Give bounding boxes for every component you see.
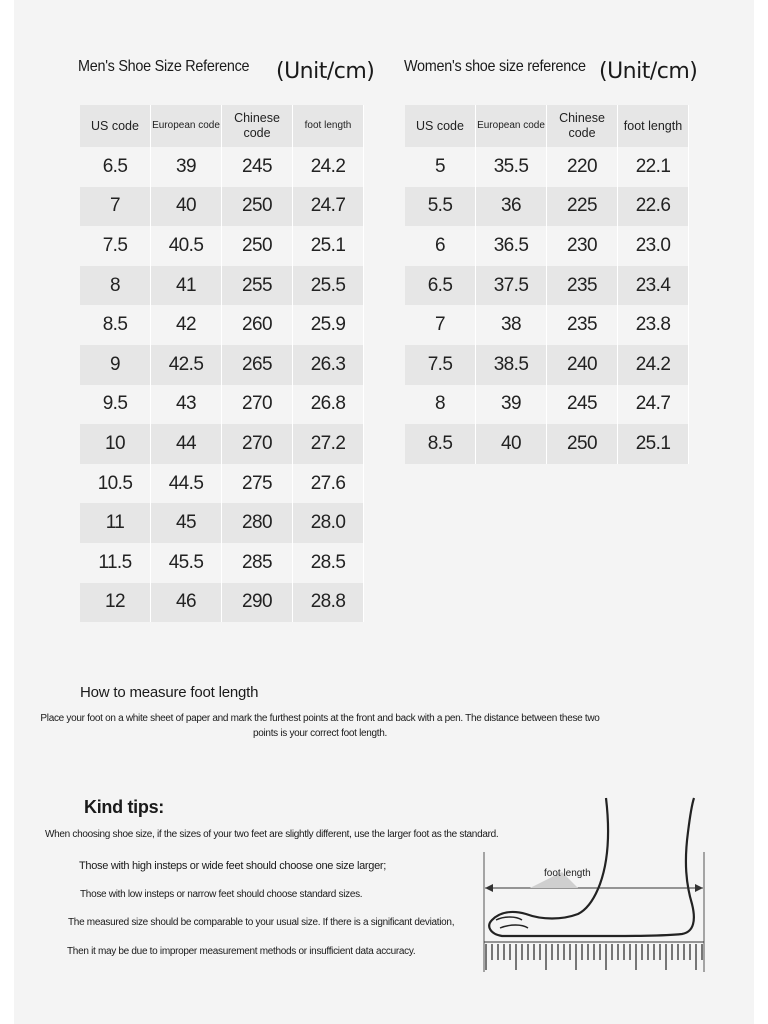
foot-length-cell: 25.9	[293, 305, 364, 345]
foot-length-cell: 25.5	[293, 266, 364, 306]
european-code-cell: 40	[151, 187, 222, 227]
foot-length-cell: 28.0	[293, 503, 364, 543]
european-code-cell: 45.5	[151, 543, 222, 583]
women-unit-label: (Unit/cm)	[599, 59, 698, 84]
table-row	[405, 424, 689, 464]
chinese-code-cell: 280	[222, 503, 293, 543]
european-code-cell: 42	[151, 305, 222, 345]
chinese-code-cell: 240	[547, 345, 618, 385]
chinese-code-cell: 250	[222, 226, 293, 266]
chinese-code-cell: 230	[547, 226, 618, 266]
chinese-code-cell: 245	[547, 385, 618, 425]
foot-length-cell: 23.8	[618, 305, 689, 345]
table-row	[80, 385, 364, 425]
foot-length-cell: 22.6	[618, 187, 689, 227]
us-code-cell: 10.5	[80, 464, 151, 504]
foot-length-cell: 27.2	[293, 424, 364, 464]
table-header-row	[405, 105, 689, 147]
us-code-cell: 8.5	[80, 305, 151, 345]
foot-length-cell: 22.1	[618, 147, 689, 187]
table-row	[80, 266, 364, 306]
tip-line: Those with low insteps or narrow feet should choose standard sizes.	[80, 889, 363, 900]
table-row	[80, 543, 364, 583]
european-code-cell: 45	[151, 503, 222, 543]
table-row	[405, 385, 689, 425]
us-code-cell: 8.5	[405, 424, 476, 464]
us-code-cell: 6.5	[80, 147, 151, 187]
tips-heading: Kind tips:	[84, 797, 164, 817]
table-row	[80, 503, 364, 543]
header-chinese-code: Chinese code	[547, 105, 618, 147]
us-code-cell: 5	[405, 147, 476, 187]
european-code-cell: 44.5	[151, 464, 222, 504]
table-row	[80, 464, 364, 504]
us-code-cell: 12	[80, 583, 151, 623]
foot-length-cell: 25.1	[618, 424, 689, 464]
european-code-cell: 35.5	[476, 147, 547, 187]
us-code-cell: 7.5	[80, 226, 151, 266]
chinese-code-cell: 235	[547, 305, 618, 345]
women-table-title: Women's shoe size reference	[404, 58, 586, 75]
tip-line: Then it may be due to improper measurement methods or insufficient data accuracy.	[67, 946, 416, 957]
foot-length-cell: 24.7	[618, 385, 689, 425]
foot-length-cell: 26.3	[293, 345, 364, 385]
women-size-table	[405, 105, 689, 464]
us-code-cell: 11.5	[80, 543, 151, 583]
chinese-code-cell: 270	[222, 385, 293, 425]
us-code-cell: 9.5	[80, 385, 151, 425]
us-code-cell: 7	[80, 187, 151, 227]
chinese-code-cell: 270	[222, 424, 293, 464]
foot-length-cell: 23.0	[618, 226, 689, 266]
table-header-row	[80, 105, 364, 147]
table-row	[405, 226, 689, 266]
men-unit-label: (Unit/cm)	[276, 59, 375, 84]
chinese-code-cell: 250	[547, 424, 618, 464]
table-row	[80, 345, 364, 385]
table-row	[405, 266, 689, 306]
foot-length-cell: 25.1	[293, 226, 364, 266]
foot-length-cell: 27.6	[293, 464, 364, 504]
tip-line: When choosing shoe size, if the sizes of your two feet are slightly different, use the larger foot as the standard.	[45, 829, 499, 840]
header-european-code: European code	[151, 105, 222, 147]
us-code-cell: 8	[405, 385, 476, 425]
men-size-table	[80, 105, 364, 622]
table-row	[405, 345, 689, 385]
foot-length-cell: 24.2	[618, 345, 689, 385]
european-code-cell: 37.5	[476, 266, 547, 306]
european-code-cell: 40.5	[151, 226, 222, 266]
foot-length-cell: 24.2	[293, 147, 364, 187]
chinese-code-cell: 260	[222, 305, 293, 345]
european-code-cell: 36	[476, 187, 547, 227]
us-code-cell: 6	[405, 226, 476, 266]
tip-line: The measured size should be comparable to your usual size. If there is a significant deviation,	[68, 917, 455, 928]
table-row	[80, 305, 364, 345]
us-code-cell: 9	[80, 345, 151, 385]
european-code-cell: 46	[151, 583, 222, 623]
chinese-code-cell: 255	[222, 266, 293, 306]
table-row	[80, 226, 364, 266]
chinese-code-cell: 245	[222, 147, 293, 187]
table-row	[80, 147, 364, 187]
us-code-cell: 6.5	[405, 266, 476, 306]
men-table-title: Men's Shoe Size Reference	[78, 58, 250, 75]
chinese-code-cell: 275	[222, 464, 293, 504]
foot-ruler-illustration-icon	[482, 792, 712, 987]
table-row	[405, 305, 689, 345]
table-row	[405, 147, 689, 187]
chinese-code-cell: 225	[547, 187, 618, 227]
european-code-cell: 41	[151, 266, 222, 306]
header-us-code: US code	[405, 105, 476, 147]
measure-heading: How to measure foot length	[80, 684, 259, 701]
header-us-code: US code	[80, 105, 151, 147]
chinese-code-cell: 265	[222, 345, 293, 385]
measure-instructions: Place your foot on a white sheet of paper and mark the furthest points at the front and back with a pen. The distance between these two points is your correct foot length.	[40, 713, 600, 739]
foot-length-cell: 23.4	[618, 266, 689, 306]
chinese-code-cell: 290	[222, 583, 293, 623]
us-code-cell: 11	[80, 503, 151, 543]
table-row	[80, 424, 364, 464]
foot-length-label: foot length	[544, 868, 591, 879]
table-row	[405, 187, 689, 227]
european-code-cell: 39	[151, 147, 222, 187]
us-code-cell: 5.5	[405, 187, 476, 227]
foot-length-cell: 24.7	[293, 187, 364, 227]
european-code-cell: 36.5	[476, 226, 547, 266]
european-code-cell: 44	[151, 424, 222, 464]
chinese-code-cell: 285	[222, 543, 293, 583]
table-row	[80, 583, 364, 623]
european-code-cell: 38.5	[476, 345, 547, 385]
us-code-cell: 10	[80, 424, 151, 464]
chinese-code-cell: 250	[222, 187, 293, 227]
european-code-cell: 39	[476, 385, 547, 425]
header-foot-length: foot length	[293, 105, 364, 147]
chinese-code-cell: 220	[547, 147, 618, 187]
us-code-cell: 7	[405, 305, 476, 345]
tip-line: Those with high insteps or wide feet should choose one size larger;	[79, 860, 387, 872]
european-code-cell: 38	[476, 305, 547, 345]
european-code-cell: 43	[151, 385, 222, 425]
foot-length-cell: 26.8	[293, 385, 364, 425]
size-chart-page	[14, 0, 754, 1024]
header-foot-length: foot length	[618, 105, 689, 147]
european-code-cell: 42.5	[151, 345, 222, 385]
header-european-code: European code	[476, 105, 547, 147]
us-code-cell: 7.5	[405, 345, 476, 385]
header-chinese-code: Chinese code	[222, 105, 293, 147]
us-code-cell: 8	[80, 266, 151, 306]
foot-length-cell: 28.5	[293, 543, 364, 583]
european-code-cell: 40	[476, 424, 547, 464]
chinese-code-cell: 235	[547, 266, 618, 306]
table-row	[80, 187, 364, 227]
foot-length-cell: 28.8	[293, 583, 364, 623]
